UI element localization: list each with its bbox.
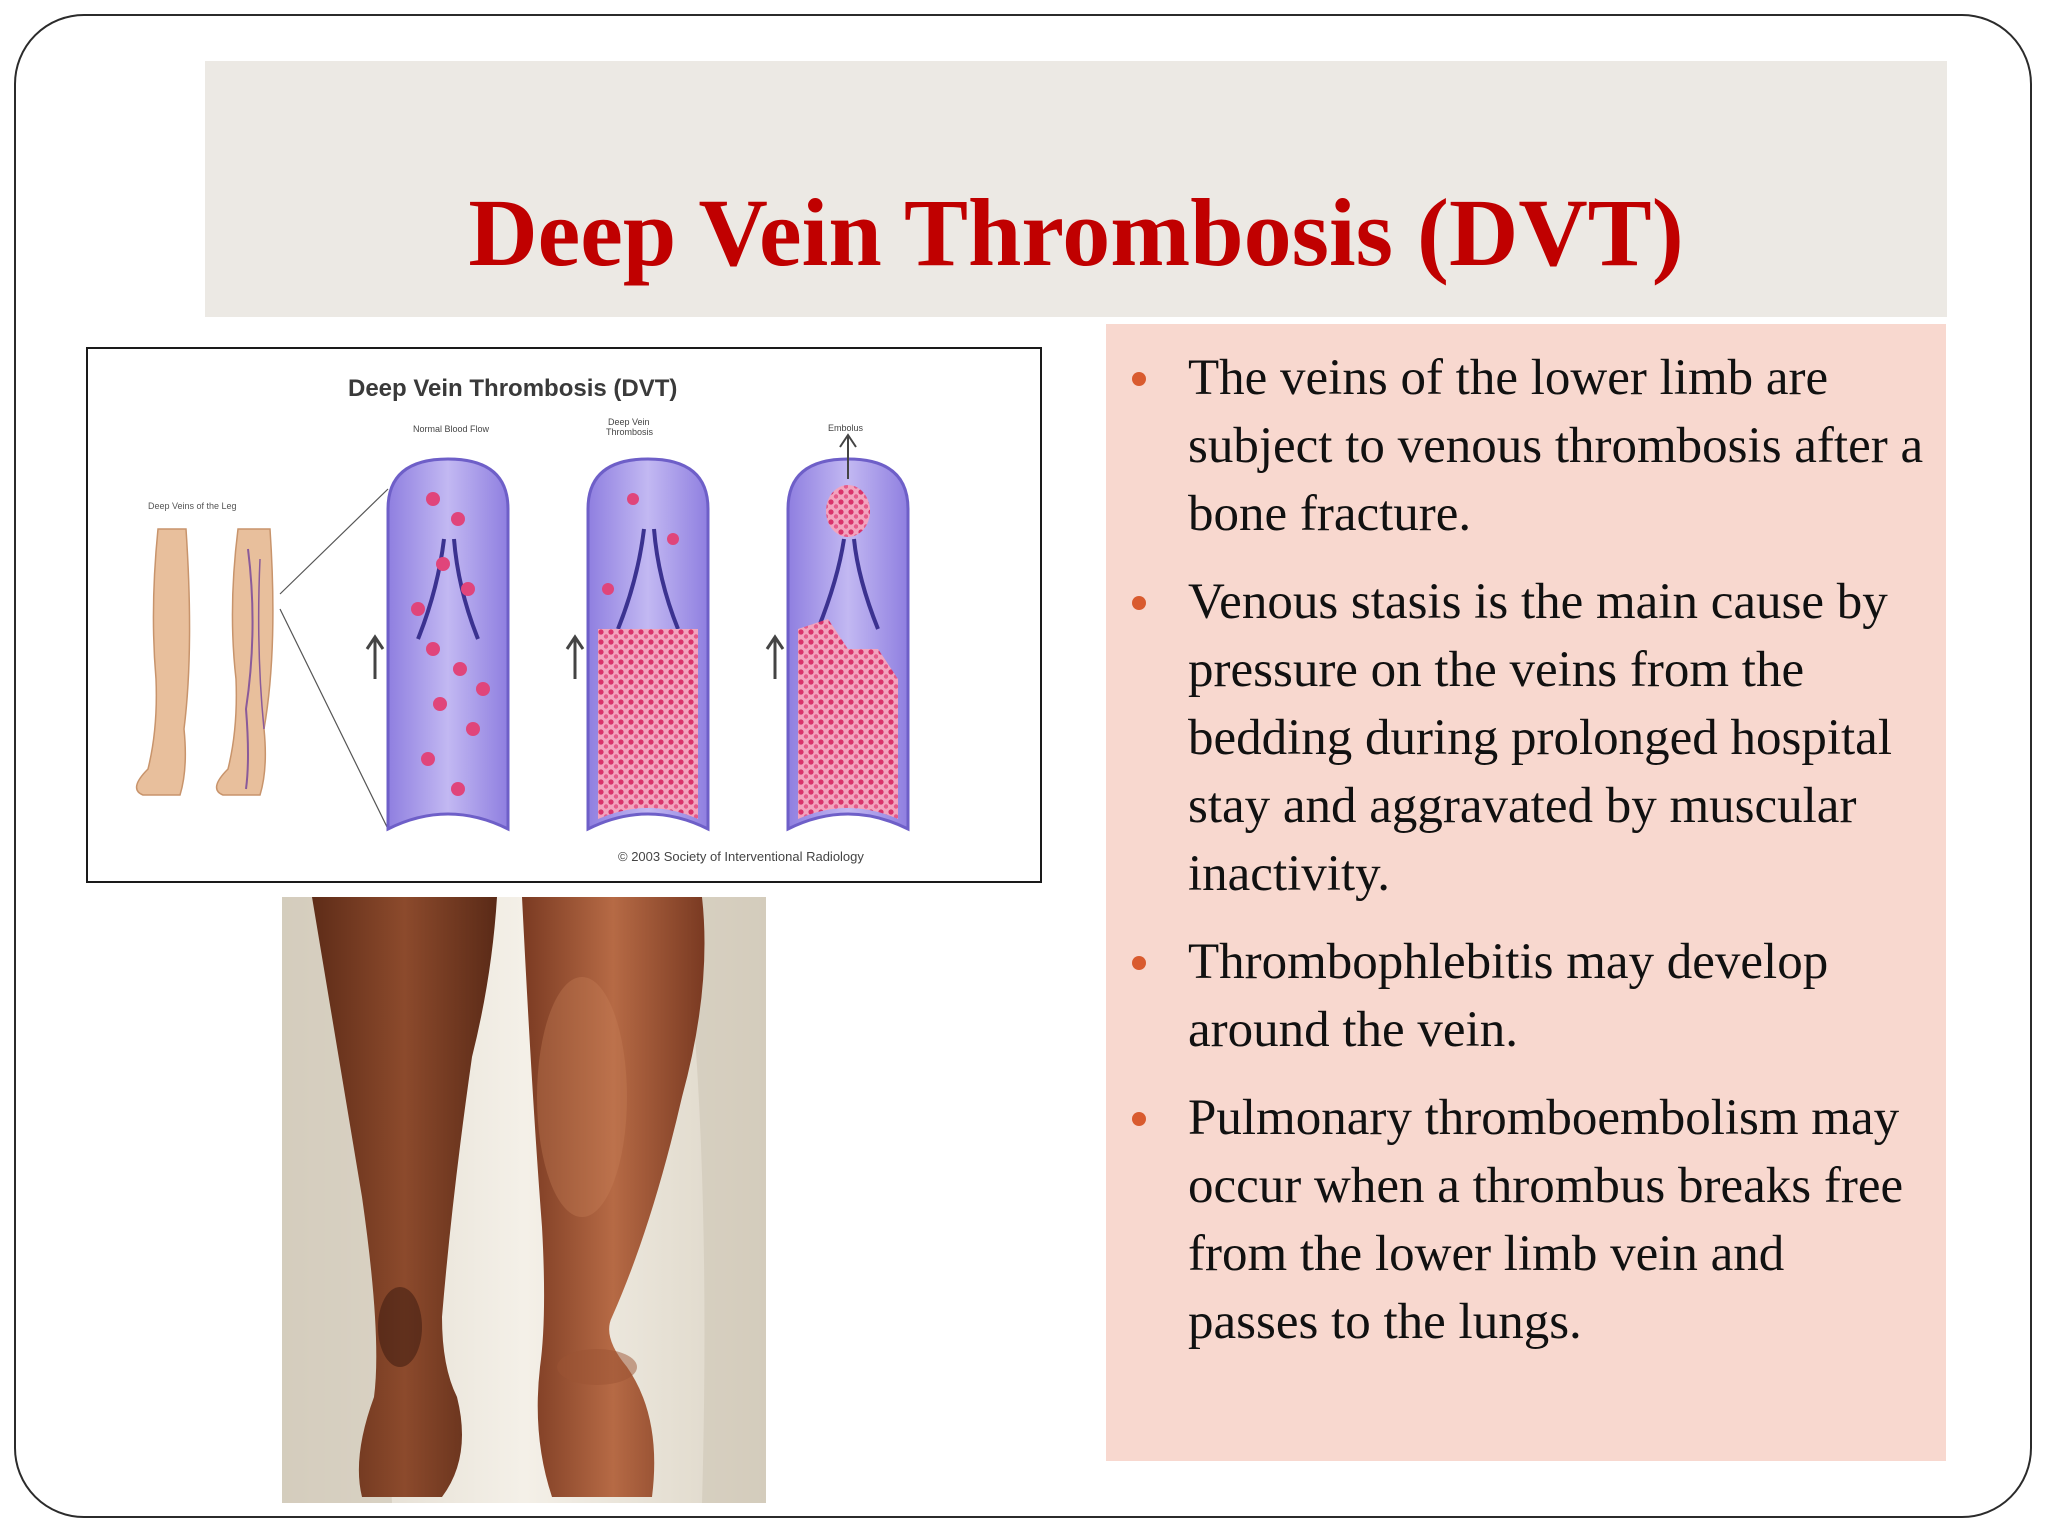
embolus-vein bbox=[767, 423, 908, 829]
diagram-title: Deep Vein Thrombosis (DVT) bbox=[348, 375, 678, 402]
bullet-item bbox=[1106, 928, 1926, 1064]
bullet-item bbox=[1106, 1084, 1926, 1356]
dvt-diagram-art bbox=[88, 349, 1040, 881]
up-arrow-icon bbox=[767, 637, 783, 679]
bullet-panel bbox=[1106, 324, 1946, 1461]
bullet-text: Thrombophlebitis may develop around the vein. bbox=[1188, 934, 1829, 1058]
bullet-dot-icon bbox=[1132, 1112, 1146, 1126]
diagram-credit: © 2003 Society of Interventional Radiology bbox=[618, 849, 864, 864]
bullet-text: Pulmonary thromboembolism may occur when a thrombus breaks free from the lower limb vein and passes to the lungs. bbox=[1188, 1090, 1904, 1350]
dvt-vein bbox=[567, 417, 708, 829]
up-arrow-icon bbox=[367, 637, 383, 679]
svg-text:Deep Vein: Deep Vein bbox=[608, 417, 650, 427]
svg-text:Embolus: Embolus bbox=[828, 423, 864, 433]
legs-illustration bbox=[137, 489, 388, 829]
bullet-dot-icon bbox=[1132, 596, 1146, 610]
bullet-list bbox=[1106, 344, 1926, 1356]
normal-flow-vein bbox=[367, 424, 508, 829]
slide-title: Deep Vein Thrombosis (DVT) bbox=[468, 179, 1684, 286]
bullet-text: Venous stasis is the main cause by pressure on the veins from the bedding during prolonged hospital stay and aggravated by muscular inactivity. bbox=[1188, 574, 1892, 902]
svg-text:Normal Blood Flow: Normal Blood Flow bbox=[413, 424, 490, 434]
svg-text:Deep Veins of the Leg: Deep Veins of the Leg bbox=[148, 501, 237, 511]
bullet-dot-icon bbox=[1132, 956, 1146, 970]
bullet-dot-icon bbox=[1132, 372, 1146, 386]
bullet-item bbox=[1106, 344, 1926, 548]
bullet-text: The veins of the lower limb are subject to venous thrombosis after a bone fracture. bbox=[1188, 350, 1924, 542]
dvt-diagram bbox=[86, 347, 1042, 883]
swollen-leg-photo bbox=[282, 897, 766, 1503]
up-arrow-icon bbox=[567, 637, 583, 679]
svg-text:Thrombosis: Thrombosis bbox=[606, 427, 654, 437]
bullet-item bbox=[1106, 568, 1926, 908]
swollen-leg-art bbox=[282, 897, 766, 1503]
